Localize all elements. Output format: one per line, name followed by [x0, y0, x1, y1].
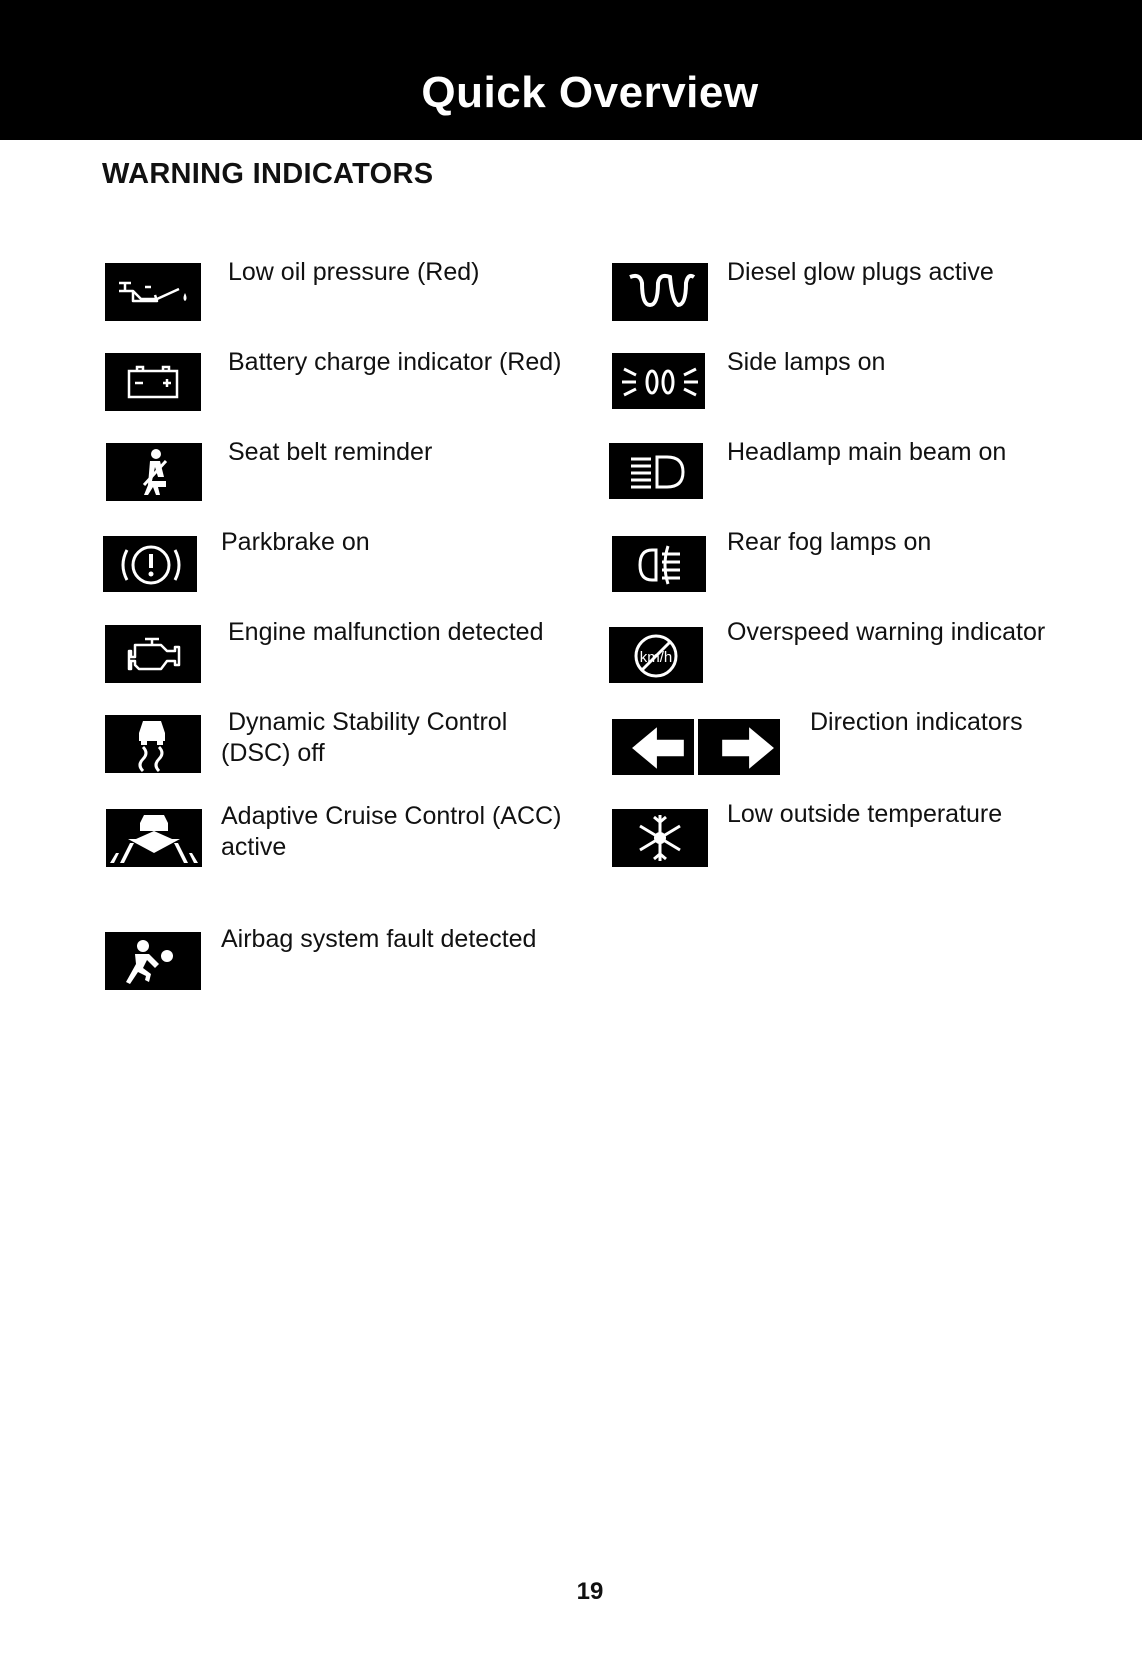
page-number: 19 — [576, 1578, 604, 1605]
indicator-label: Headlamp main beam on — [727, 438, 1007, 466]
side-lamps-icon — [612, 353, 705, 409]
page-title: Quick Overview — [421, 68, 759, 117]
indicator-label: Battery charge indicator (Red) — [228, 348, 562, 376]
indicator-label: Side lamps on — [727, 348, 886, 376]
oil-can-icon — [105, 263, 201, 321]
right-arrow-icon — [698, 719, 780, 775]
indicator-label: Low outside temperature — [727, 800, 1003, 828]
indicator-label: Overspeed warning indicator — [727, 618, 1046, 646]
overspeed-unit: km/h — [639, 649, 673, 666]
indicator-label: Dynamic Stability Control — [228, 708, 508, 736]
indicator-label: Seat belt reminder — [228, 438, 433, 466]
airbag-icon — [105, 932, 201, 990]
acc-icon — [106, 809, 202, 867]
rear-fog-icon — [612, 536, 706, 592]
indicator-label: Adaptive Cruise Control (ACC) — [221, 802, 562, 830]
indicator-label: (DSC) off — [221, 739, 325, 767]
snowflake-icon — [612, 809, 708, 867]
section-title: WARNING INDICATORS — [102, 158, 434, 190]
engine-icon — [105, 625, 201, 683]
indicator-label: Low oil pressure (Red) — [228, 258, 480, 286]
parkbrake-icon — [103, 536, 197, 592]
indicator-label: Engine malfunction detected — [228, 618, 544, 646]
indicator-label: Diesel glow plugs active — [727, 258, 994, 286]
indicator-label: Direction indicators — [810, 708, 1023, 736]
indicator-label: active — [221, 833, 287, 861]
overspeed-icon — [609, 627, 703, 683]
indicator-label: Airbag system fault detected — [221, 925, 537, 953]
battery-icon — [105, 353, 201, 411]
dsc-off-icon — [105, 715, 201, 773]
page-header — [0, 0, 1142, 140]
seat-belt-icon — [106, 443, 202, 501]
glow-plug-icon — [612, 263, 708, 321]
left-arrow-icon — [612, 719, 694, 775]
indicator-label: Parkbrake on — [221, 528, 370, 556]
indicator-label: Rear fog lamps on — [727, 528, 932, 556]
main-beam-icon — [609, 443, 703, 499]
